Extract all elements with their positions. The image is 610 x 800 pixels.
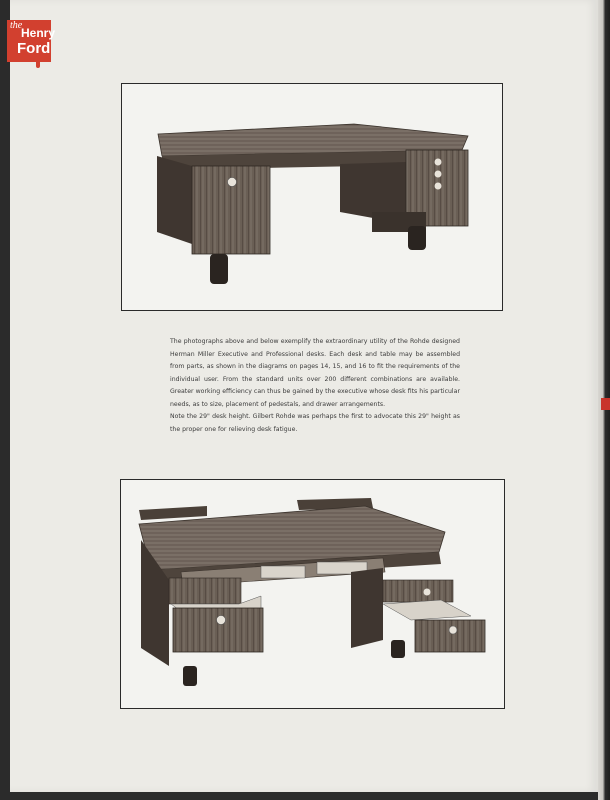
caption-text (170, 336, 460, 436)
logo-text-henry: Henry (21, 26, 56, 40)
henry-ford-logo[interactable] (7, 20, 56, 62)
caption-paragraph-1: The photographs above and below exemplify the extraordinary utility of the Rohde designed Herman Miller Executive and Professional desks. Each desk and table may be assembled from parts, as shown in the diagrams on pages 14, 15, and 16 to fit the requirements of the individual user. From the standard units over 200 different combinations are available. Greater working efficiency can thus be gained by the executive whose desk fits his particular needs, as to size, placement of pedestals, and drawer arrangements. (170, 338, 460, 408)
page-edge-tab (601, 398, 610, 410)
photo-professional-desk (120, 479, 505, 709)
logo-drip (36, 62, 40, 68)
desk-illustration-bottom (121, 480, 504, 708)
desk-illustration-top (122, 84, 502, 310)
logo-text-ford: Ford (17, 40, 51, 57)
photo-executive-desk (121, 83, 503, 311)
logo-text-the: the (10, 20, 23, 31)
caption-paragraph-2: Note the 29" desk height. Gilbert Rohde was perhaps the first to advocate this 29" height as the proper one for relieving desk fatigue. (170, 413, 460, 433)
